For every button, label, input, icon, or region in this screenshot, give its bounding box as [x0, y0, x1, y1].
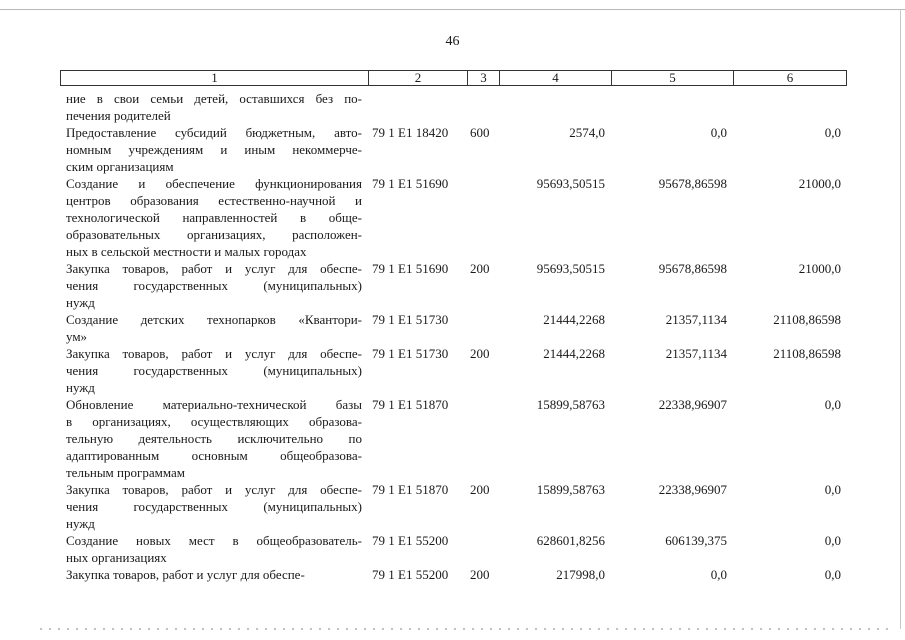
- row-value-col5: 606139,375: [665, 533, 727, 548]
- row-value-col4: 15899,58763: [536, 397, 605, 412]
- row-name: [66, 566, 362, 583]
- row-name-line: Закупка товаров, работ и услуг для обеспе-: [66, 261, 362, 276]
- row-value-col5: 0,0: [710, 567, 727, 582]
- header-col-1: 1: [61, 71, 369, 85]
- row-value-col4: 2574,0: [569, 125, 605, 140]
- row-value-col4: 95693,50515: [536, 176, 605, 191]
- row-name-line: Закупка товаров, работ и услуг для обеспе-: [66, 567, 305, 582]
- row-value-col6: 21000,0: [798, 261, 841, 276]
- row-value-col5: 22338,96907: [658, 482, 727, 497]
- row-name-line: образовательных организациях, расположен-: [66, 227, 362, 242]
- row-name-line: технологической направленностей в обще-: [66, 210, 362, 225]
- row-code: 79 1 E1 55200: [372, 567, 449, 582]
- row-expense-type: 600: [470, 125, 490, 140]
- header-col-2: 2: [369, 71, 468, 85]
- row-code: 79 1 E1 51690: [372, 261, 449, 276]
- row-value-col5: 95678,86598: [658, 261, 727, 276]
- row-value-col6: 21108,86598: [773, 312, 841, 327]
- row-name: [66, 90, 362, 124]
- row-code: 79 1 E1 55200: [372, 533, 449, 548]
- row-value-col5: 95678,86598: [658, 176, 727, 191]
- row-name: [66, 345, 362, 396]
- row-name-line: Создание и обеспечение функционирования: [66, 176, 362, 191]
- row-value-col5: 21357,1134: [665, 346, 727, 361]
- row-name-line: печения родителей: [66, 108, 171, 123]
- row-code: 79 1 E1 51730: [372, 346, 449, 361]
- row-value-col5: 0,0: [710, 125, 727, 140]
- row-name-line: адаптированным основным общеобразова-: [66, 448, 362, 463]
- row-name-line: ние в свои семьи детей, оставшихся без по-: [66, 91, 362, 106]
- row-expense-type: 200: [470, 482, 490, 497]
- row-name-line: Закупка товаров, работ и услуг для обеспе-: [66, 482, 362, 497]
- row-name: [66, 175, 362, 260]
- row-value-col6: 21000,0: [798, 176, 841, 191]
- row-name: [66, 396, 362, 481]
- row-name-line: центров образования естественно-научной и: [66, 193, 362, 208]
- row-name-line: Обновление материально-технической базы: [66, 397, 362, 412]
- header-col-3: 3: [468, 71, 500, 85]
- row-code: 79 1 E1 51730: [372, 312, 449, 327]
- row-value-col5: 21357,1134: [665, 312, 727, 327]
- row-name-line: чения государственных (муниципальных): [66, 499, 362, 514]
- row-code: 79 1 E1 18420: [372, 125, 449, 140]
- row-name-line: ским организациям: [66, 159, 174, 174]
- row-expense-type: 200: [470, 261, 490, 276]
- row-value-col6: 0,0: [824, 482, 841, 497]
- row-code: 79 1 E1 51690: [372, 176, 449, 191]
- row-name-line: ум»: [66, 329, 88, 344]
- row-value-col6: 0,0: [824, 567, 841, 582]
- row-name-line: нужд: [66, 516, 95, 531]
- page-number: 46: [445, 34, 460, 49]
- row-name-line: тельным программам: [66, 465, 185, 480]
- row-name-line: Предоставление субсидий бюджетным, авто-: [66, 125, 362, 140]
- header-col-6: 6: [786, 70, 794, 85]
- row-name-line: чения государственных (муниципальных): [66, 363, 362, 378]
- row-value-col4: 15899,58763: [536, 482, 605, 497]
- row-value-col4: 628601,8256: [536, 533, 605, 548]
- row-value-col6: 0,0: [824, 125, 841, 140]
- row-name-line: Создание новых мест в общеобразователь-: [66, 533, 362, 548]
- row-name-line: нужд: [66, 295, 95, 310]
- row-expense-type: 200: [470, 346, 490, 361]
- row-value-col6: 21108,86598: [773, 346, 841, 361]
- row-name: [66, 260, 362, 311]
- row-name: [66, 532, 362, 566]
- row-name-line: Закупка товаров, работ и услуг для обеспе-: [66, 346, 362, 361]
- row-value-col4: 217998,0: [556, 567, 605, 582]
- row-value-col6: 0,0: [824, 533, 841, 548]
- header-col-5: 5: [612, 71, 734, 85]
- row-expense-type: 200: [470, 567, 490, 582]
- row-value-col5: 22338,96907: [658, 397, 727, 412]
- row-value-col4: 21444,2268: [543, 312, 605, 327]
- header-col-4: 4: [500, 71, 612, 85]
- row-name: [66, 311, 362, 345]
- row-name-line: тельную деятельность исключительно по: [66, 431, 362, 446]
- row-name-line: номным учреждениям и иным некоммерче-: [66, 142, 362, 157]
- row-name: [66, 481, 362, 532]
- row-name-line: Создание детских технопарков «Квантори-: [66, 312, 362, 327]
- row-value-col4: 95693,50515: [536, 261, 605, 276]
- scan-noise: [40, 628, 890, 630]
- row-value-col4: 21444,2268: [543, 346, 605, 361]
- row-code: 79 1 E1 51870: [372, 482, 449, 497]
- row-name-line: ных в сельской местности и малых городах: [66, 244, 307, 259]
- row-name-line: чения государственных (муниципальных): [66, 278, 362, 293]
- row-name-line: в организациях, осуществляющих образова-: [66, 414, 362, 429]
- row-value-col6: 0,0: [824, 397, 841, 412]
- row-name: [66, 124, 362, 175]
- row-name-line: ных организациях: [66, 550, 167, 565]
- row-code: 79 1 E1 51870: [372, 397, 449, 412]
- row-name-line: нужд: [66, 380, 95, 395]
